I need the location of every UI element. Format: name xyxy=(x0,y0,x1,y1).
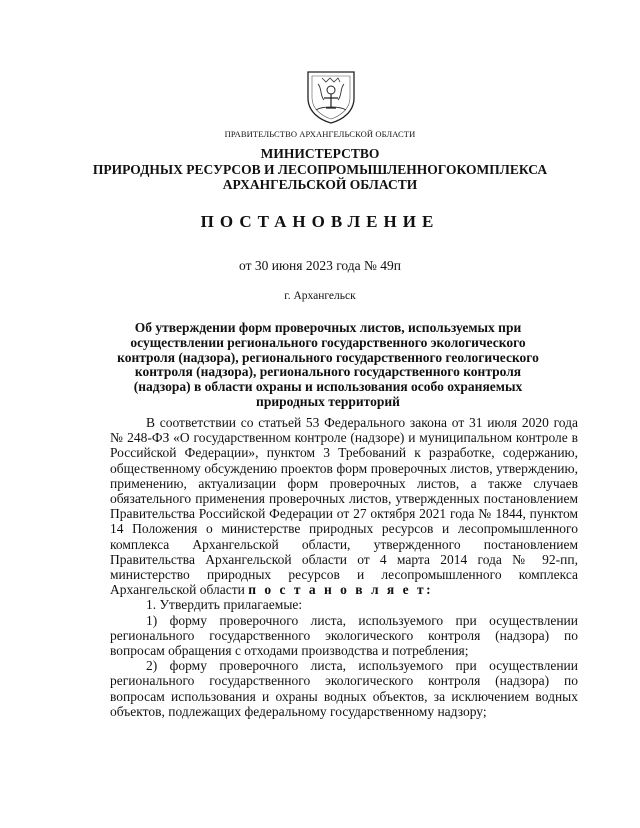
document-subject: Об утверждении форм проверочных листов, используемых при осуществлении регионального государственного экологического контроля (надзора), регионального государственного геологического контроля (надзора), регионального государственного контроля (надзора) в области охраны и использования особо охраняемых природных территорий xyxy=(117,320,539,409)
coat-of-arms-icon xyxy=(302,68,360,124)
body-intro xyxy=(110,415,578,597)
ministry-line: МИНИСТЕРСТВО xyxy=(260,146,380,161)
government-name: ПРАВИТЕЛЬСТВО АРХАНГЕЛЬСКОЙ ОБЛАСТИ xyxy=(224,129,416,139)
body-subitem-1: 1) форму проверочного листа, используемого при осуществлении регионального государственного экологического контроля (надзора) по вопросам обращения с отходами производства и потребления; xyxy=(110,612,578,659)
decree-word: п о с т а н о в л я е т: xyxy=(248,582,434,598)
body-subitem-2: 2) форму проверочного листа, используемого при осуществлении регионального государственного экологического контроля (надзора) по вопросам использования и охраны водных объектов, за исключением водных объектов, подлежащих федеральному государственному надзору; xyxy=(110,658,578,719)
ministry-line: ПРИРОДНЫХ РЕСУРСОВ И ЛЕСОПРОМЫШЛЕННОГОКОМПЛЕКСА xyxy=(92,161,548,177)
intro-text: В соответствии со статьей 53 Федерального закона от 31 июля 2020 года № 248-ФЗ «О государственном контроле (надзоре) и муниципальном контроле в Российской Федерации», пунктом 3 Требований к разработке, содержанию, общественному обсуждению проектов форм проверочных листов, утверждению, применению, актуализации форм проверочных листов, а также случаев обязательного применения проверочных листов, утвержденных постановлением Правительства Российской Федерации от 27 октября 2021 года № 1844, пунктом 14 Положения о министерстве природных ресурсов и лесопромышленного комплекса Архангельской области, утвержденного постановлением Правительства Архангельской области от 4 марта 2014 года № 92-пп, министерство природных ресурсов и лесопромышленного комплекса Архангельской области xyxy=(110,415,578,598)
document-date-number: от 30 июня 2023 года № 49п xyxy=(239,258,401,273)
document-body xyxy=(110,415,578,719)
document-city: г. Архангельск xyxy=(284,290,356,302)
body-item-1: 1. Утвердить прилагаемые: xyxy=(146,597,303,613)
ministry-name xyxy=(0,146,640,193)
ministry-line: АРХАНГЕЛЬСКОЙ ОБЛАСТИ xyxy=(222,177,418,192)
document-type: ПОСТАНОВЛЕНИЕ xyxy=(200,212,440,231)
